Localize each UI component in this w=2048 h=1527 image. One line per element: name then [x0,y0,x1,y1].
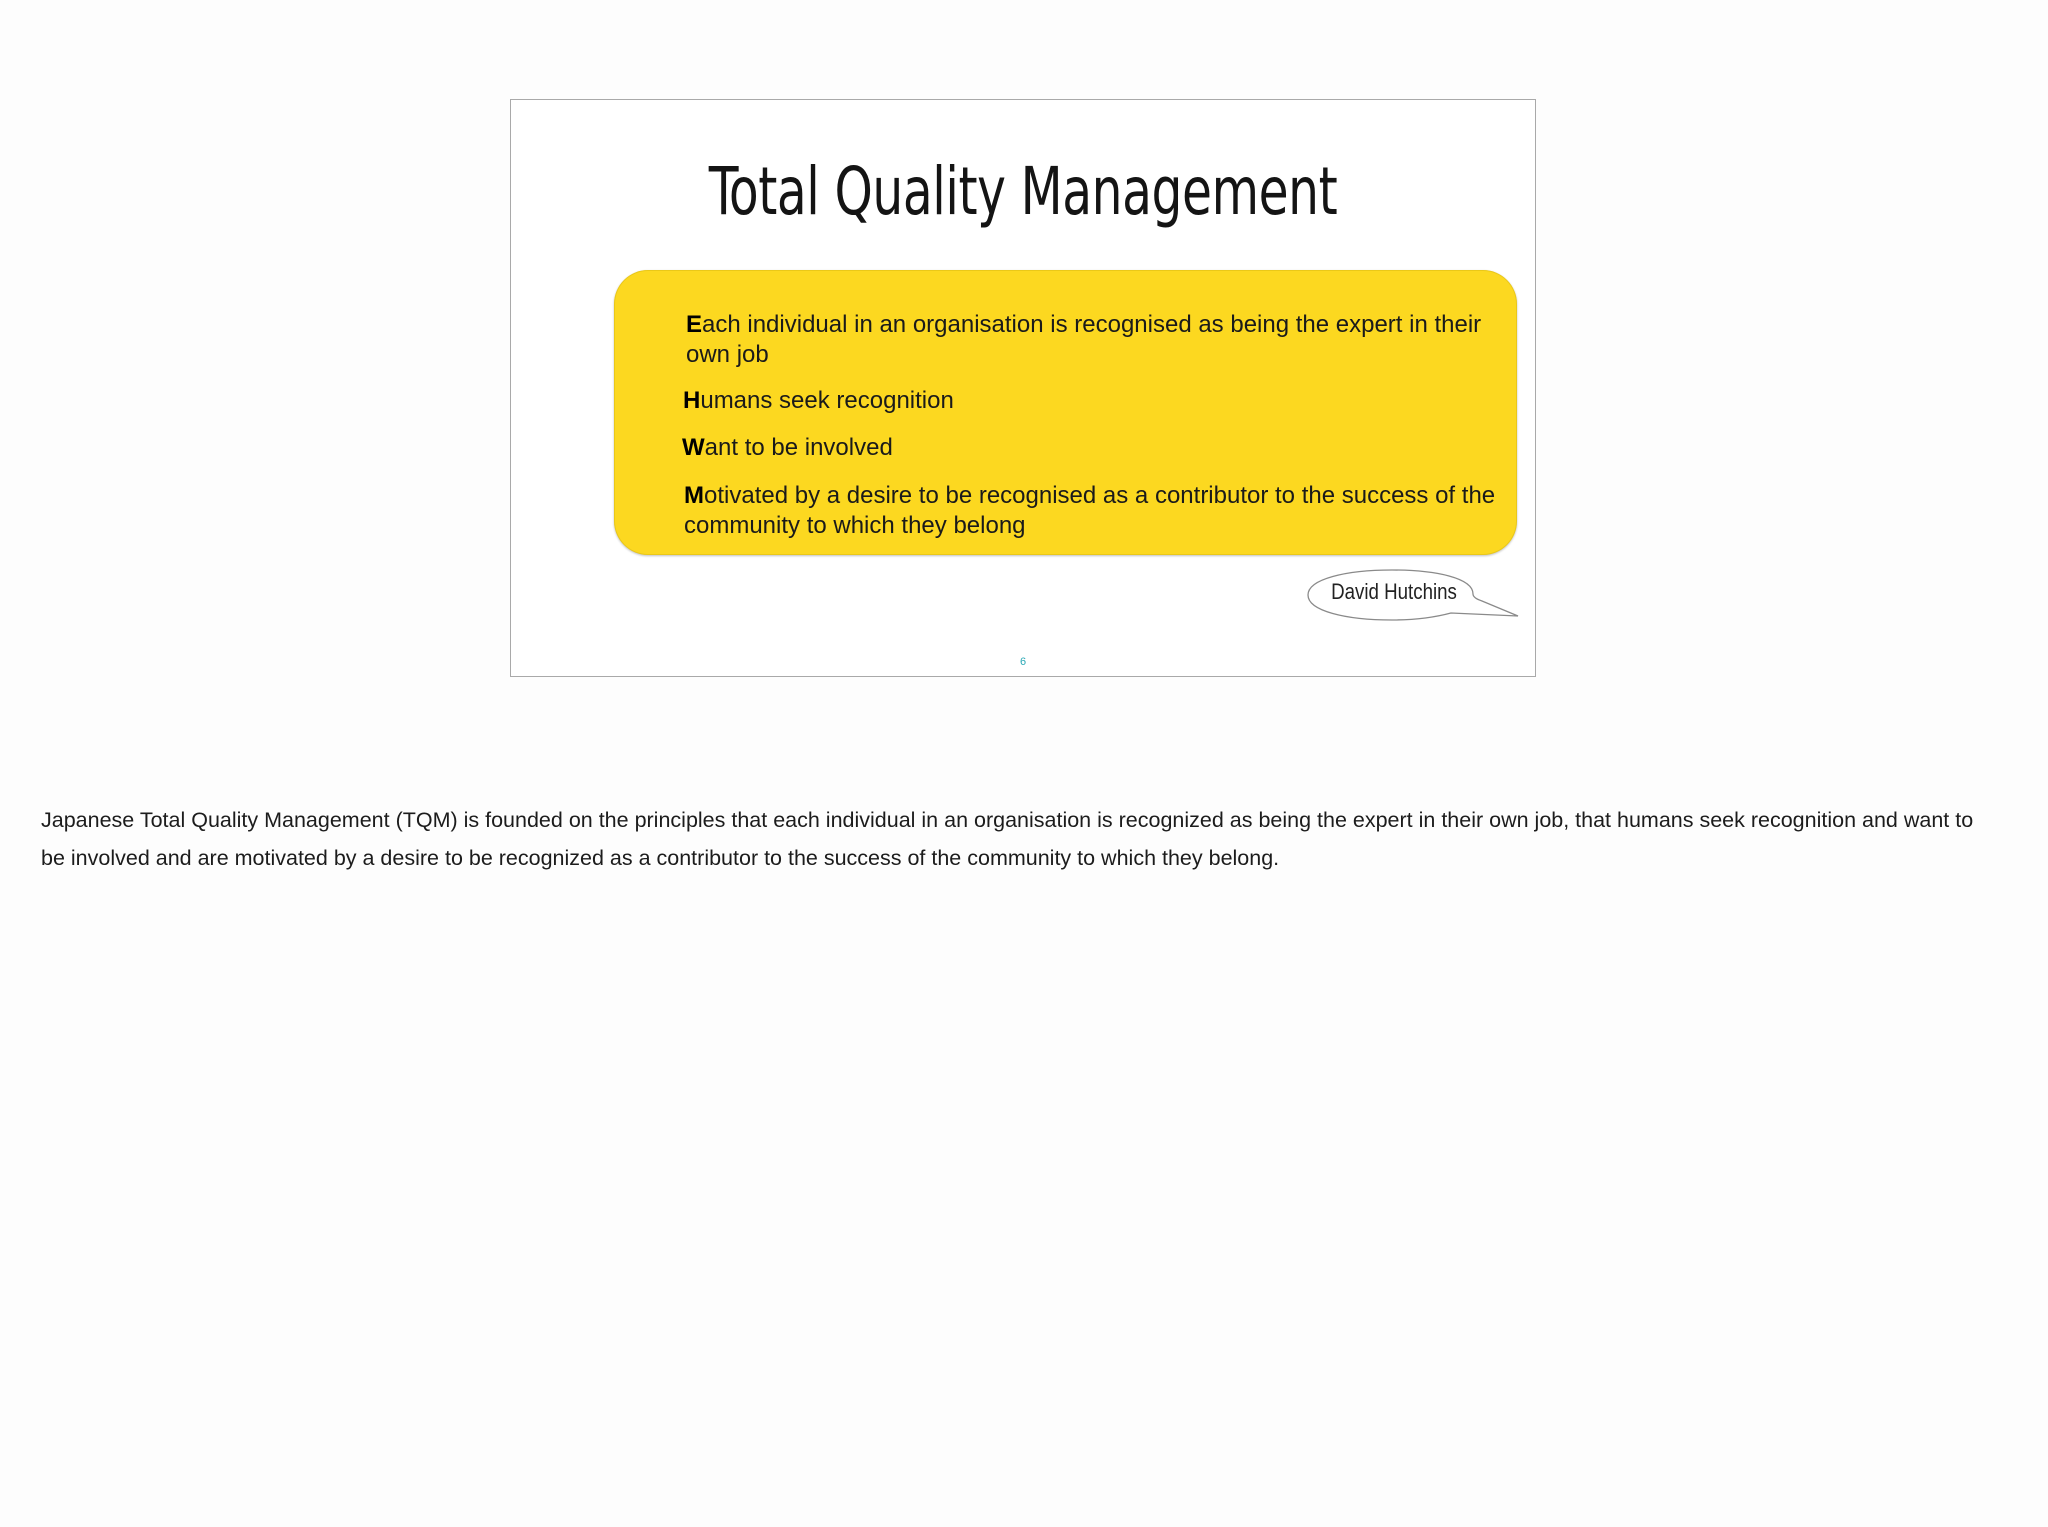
slide-frame [510,99,1536,677]
principle-initial: E [686,311,703,338]
principle-text: ach individual in an organisation is recognised as being the expert in their own job [686,311,1482,368]
principle-item [683,386,1483,416]
principle-initial: M [684,482,704,509]
principle-item [686,310,1486,370]
principle-initial: H [683,387,701,414]
speech-callout [1296,565,1536,625]
principle-item [684,481,1504,541]
principles-box [614,270,1517,555]
callout-author: David Hutchins [1331,579,1457,604]
presenter-notes: Japanese Total Quality Management (TQM) is founded on the principles that each individual in an organisation is recognized as being the expert in their own job, that humans seek recognition and want to be involved and are motivated by a desire to be recognized as a contributor to the success of the community to which they belong. [41,808,1974,870]
slide-number: 6 [1019,656,1027,668]
principle-text: otivated by a desire to be recognised as a contributor to the success of the community to which they belong [684,482,1496,539]
principle-initial: W [682,434,705,461]
principle-item [682,433,1482,463]
principle-text: umans seek recognition [700,387,954,414]
slide-title: Total Quality Management [708,153,1338,230]
principle-text: ant to be involved [704,434,893,461]
